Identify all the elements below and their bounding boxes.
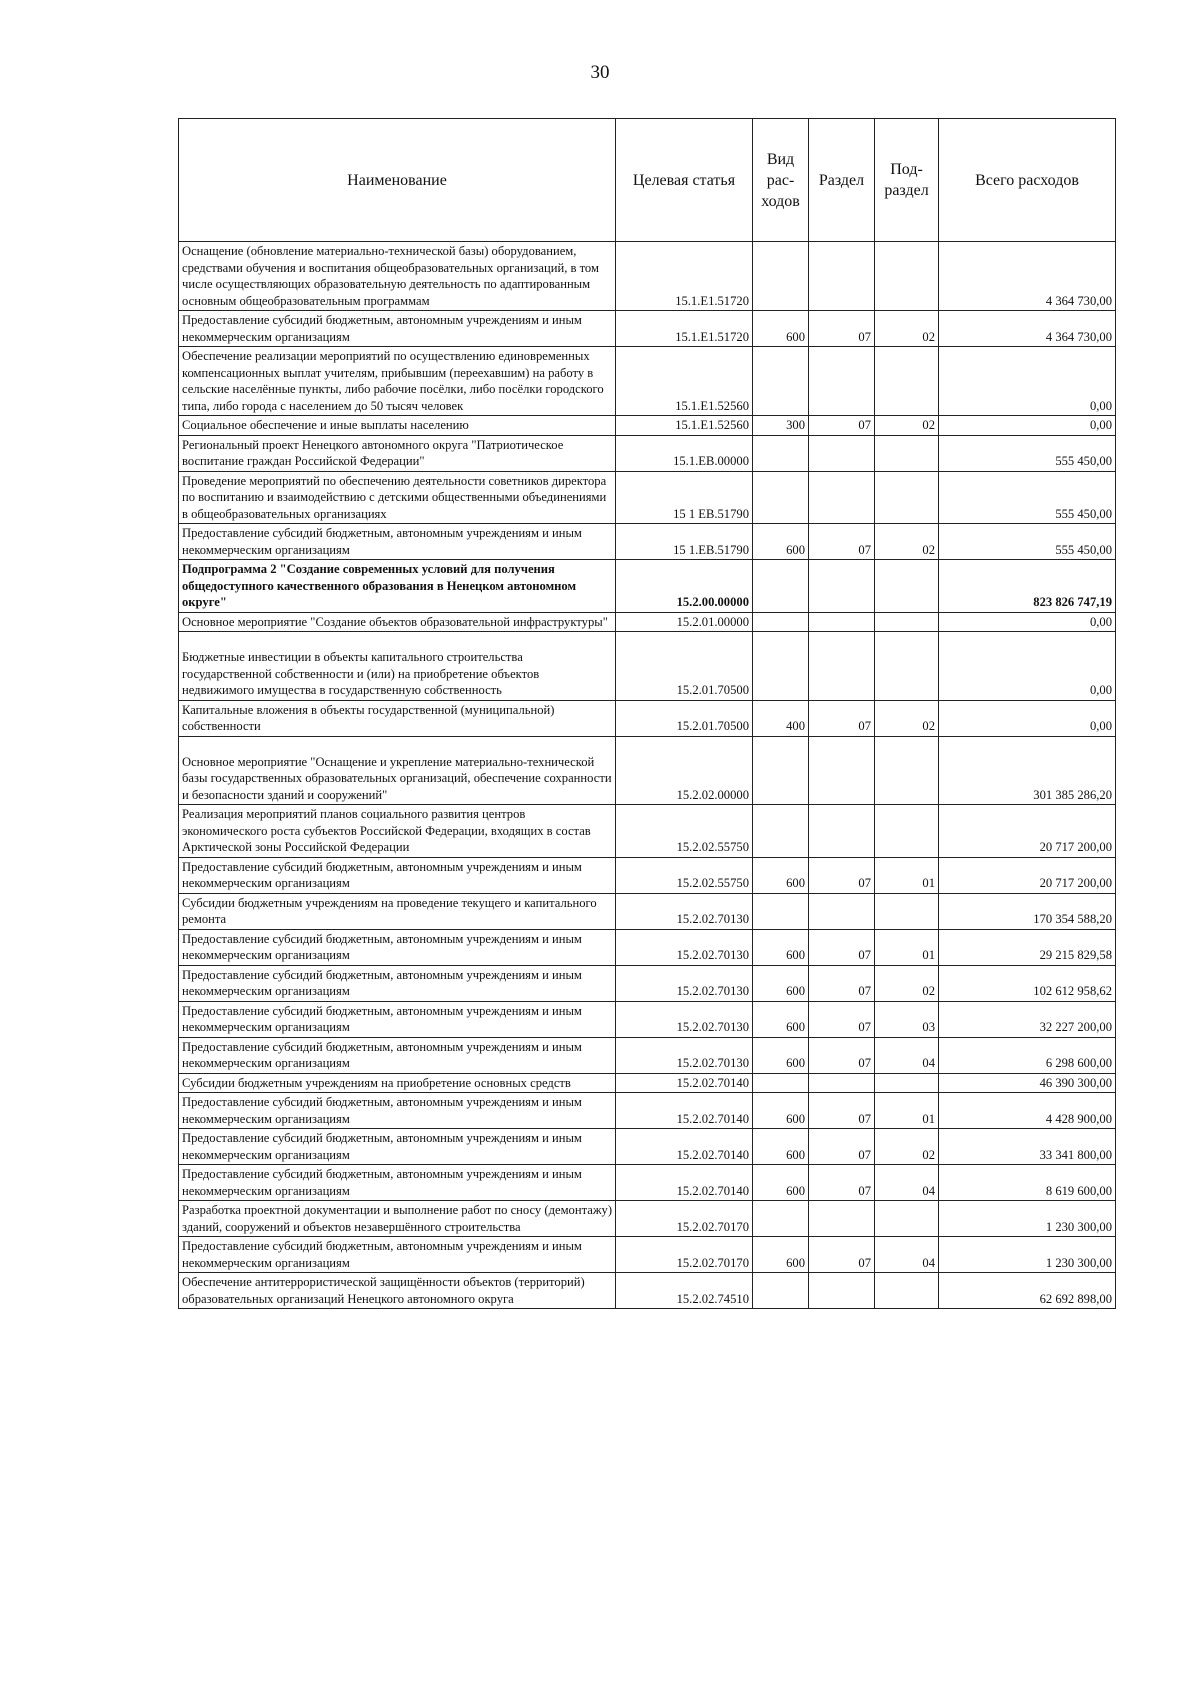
row-section	[809, 612, 875, 632]
row-amount: 62 692 898,00	[939, 1273, 1116, 1309]
row-target-article: 15.1.EB.00000	[616, 435, 753, 471]
row-expense-type	[753, 632, 809, 701]
row-subsection	[875, 893, 939, 929]
row-name: Подпрограмма 2 "Создание современных условий для получения общедоступного качественного образования в Ненецком автономном округе"	[179, 560, 616, 613]
row-target-article: 15.2.02.70140	[616, 1165, 753, 1201]
row-section	[809, 1201, 875, 1237]
table-row	[179, 893, 1116, 929]
row-target-article: 15.2.02.70170	[616, 1237, 753, 1273]
row-section	[809, 893, 875, 929]
row-section: 07	[809, 965, 875, 1001]
row-subsection: 01	[875, 857, 939, 893]
row-amount: 555 450,00	[939, 524, 1116, 560]
row-subsection: 02	[875, 524, 939, 560]
table-row	[179, 1093, 1116, 1129]
row-target-article: 15 1.EB.51790	[616, 524, 753, 560]
row-name: Предоставление субсидий бюджетным, автономным учреждениям и иным некоммерческим организациям	[179, 929, 616, 965]
row-subsection: 02	[875, 1129, 939, 1165]
row-subsection	[875, 435, 939, 471]
row-amount: 6 298 600,00	[939, 1037, 1116, 1073]
row-expense-type	[753, 1273, 809, 1309]
row-expense-type	[753, 242, 809, 311]
row-section	[809, 560, 875, 613]
row-section	[809, 347, 875, 416]
table-row	[179, 560, 1116, 613]
table-row	[179, 805, 1116, 858]
row-subsection	[875, 242, 939, 311]
row-subsection: 03	[875, 1001, 939, 1037]
row-expense-type	[753, 347, 809, 416]
row-target-article: 15.2.02.70130	[616, 965, 753, 1001]
row-target-article: 15 1 EB.51790	[616, 471, 753, 524]
row-subsection	[875, 1201, 939, 1237]
row-section: 07	[809, 857, 875, 893]
row-amount: 20 717 200,00	[939, 857, 1116, 893]
row-expense-type	[753, 805, 809, 858]
table-row	[179, 965, 1116, 1001]
row-target-article: 15.2.02.70130	[616, 1037, 753, 1073]
row-amount: 555 450,00	[939, 435, 1116, 471]
row-expense-type: 600	[753, 1037, 809, 1073]
row-amount: 46 390 300,00	[939, 1073, 1116, 1093]
table-row	[179, 1129, 1116, 1165]
row-subsection: 02	[875, 311, 939, 347]
row-name: Предоставление субсидий бюджетным, автономным учреждениям и иным некоммерческим организациям	[179, 311, 616, 347]
row-target-article: 15.2.01.70500	[616, 700, 753, 736]
row-section	[809, 471, 875, 524]
row-amount: 20 717 200,00	[939, 805, 1116, 858]
row-amount: 1 230 300,00	[939, 1201, 1116, 1237]
table-row	[179, 1001, 1116, 1037]
row-target-article: 15.2.02.74510	[616, 1273, 753, 1309]
table-row	[179, 1201, 1116, 1237]
row-name: Основное мероприятие "Оснащение и укрепление материально-технической базы государственных образовательных организаций, обеспечение сохранности и безопасности зданий и сооружений"	[179, 736, 616, 805]
row-subsection: 02	[875, 416, 939, 436]
budget-table	[178, 118, 1116, 1309]
row-section	[809, 736, 875, 805]
row-amount: 33 341 800,00	[939, 1129, 1116, 1165]
table-row	[179, 1237, 1116, 1273]
row-expense-type: 600	[753, 857, 809, 893]
row-subsection	[875, 805, 939, 858]
row-name: Субсидии бюджетным учреждениям на приобретение основных средств	[179, 1073, 616, 1093]
row-subsection: 01	[875, 929, 939, 965]
row-subsection	[875, 471, 939, 524]
row-target-article: 15.2.02.70140	[616, 1093, 753, 1129]
row-amount: 32 227 200,00	[939, 1001, 1116, 1037]
row-expense-type	[753, 612, 809, 632]
row-target-article: 15.2.01.70500	[616, 632, 753, 701]
table-row	[179, 311, 1116, 347]
table-body	[179, 242, 1116, 1309]
row-amount: 0,00	[939, 416, 1116, 436]
row-target-article: 15.1.E1.52560	[616, 416, 753, 436]
row-amount: 4 364 730,00	[939, 242, 1116, 311]
row-target-article: 15.1.E1.51720	[616, 311, 753, 347]
row-subsection	[875, 632, 939, 701]
row-expense-type: 600	[753, 1093, 809, 1129]
row-name: Субсидии бюджетным учреждениям на проведение текущего и капитального ремонта	[179, 893, 616, 929]
row-expense-type: 600	[753, 1129, 809, 1165]
row-target-article: 15.1.E1.52560	[616, 347, 753, 416]
row-expense-type: 600	[753, 311, 809, 347]
row-subsection: 04	[875, 1165, 939, 1201]
header-subsection: Под-раздел	[875, 119, 939, 242]
row-amount: 0,00	[939, 612, 1116, 632]
row-target-article: 15.2.02.70140	[616, 1073, 753, 1093]
row-name: Предоставление субсидий бюджетным, автономным учреждениям и иным некоммерческим организациям	[179, 857, 616, 893]
row-name: Региональный проект Ненецкого автономного округа "Патриотическое воспитание граждан Российской Федерации"	[179, 435, 616, 471]
table-row	[179, 736, 1116, 805]
row-section: 07	[809, 929, 875, 965]
row-amount: 29 215 829,58	[939, 929, 1116, 965]
row-subsection: 04	[875, 1037, 939, 1073]
row-name: Социальное обеспечение и иные выплаты населению	[179, 416, 616, 436]
row-name: Обеспечение антитеррористической защищённости объектов (территорий) образовательных организаций Ненецкого автономного округа	[179, 1273, 616, 1309]
row-section: 07	[809, 1001, 875, 1037]
row-subsection	[875, 736, 939, 805]
row-section: 07	[809, 524, 875, 560]
row-target-article: 15.2.02.70170	[616, 1201, 753, 1237]
row-name: Разработка проектной документации и выполнение работ по сносу (демонтажу) зданий, сооружений и объектов незавершённого строительства	[179, 1201, 616, 1237]
row-section: 07	[809, 700, 875, 736]
row-expense-type	[753, 560, 809, 613]
row-section: 07	[809, 1093, 875, 1129]
row-name: Оснащение (обновление материально-технической базы) оборудованием, средствами обучения и воспитания общеобразовательных организаций, в том числе осуществляющих образовательную деятельность по адаптированным основным общеобразовательным программам	[179, 242, 616, 311]
header-total: Всего расходов	[939, 119, 1116, 242]
row-target-article: 15.2.02.55750	[616, 857, 753, 893]
row-name: Предоставление субсидий бюджетным, автономным учреждениям и иным некоммерческим организациям	[179, 1165, 616, 1201]
row-section: 07	[809, 1237, 875, 1273]
table-row	[179, 435, 1116, 471]
row-target-article: 15.2.02.70130	[616, 1001, 753, 1037]
row-expense-type: 600	[753, 1165, 809, 1201]
row-amount: 170 354 588,20	[939, 893, 1116, 929]
row-section	[809, 1273, 875, 1309]
row-section	[809, 1073, 875, 1093]
row-name: Проведение мероприятий по обеспечению деятельности советников директора по воспитанию и взаимодействию с детскими общественными объединениями в общеобразовательных организациях	[179, 471, 616, 524]
row-expense-type	[753, 471, 809, 524]
table-row	[179, 632, 1116, 701]
row-amount: 4 428 900,00	[939, 1093, 1116, 1129]
row-amount: 4 364 730,00	[939, 311, 1116, 347]
row-target-article: 15.2.02.00000	[616, 736, 753, 805]
row-amount: 8 619 600,00	[939, 1165, 1116, 1201]
row-subsection: 04	[875, 1237, 939, 1273]
row-amount: 555 450,00	[939, 471, 1116, 524]
row-amount: 0,00	[939, 347, 1116, 416]
row-amount: 1 230 300,00	[939, 1237, 1116, 1273]
table-row	[179, 471, 1116, 524]
row-target-article: 15.2.02.70140	[616, 1129, 753, 1165]
row-subsection	[875, 560, 939, 613]
row-name: Предоставление субсидий бюджетным, автономным учреждениям и иным некоммерческим организациям	[179, 1129, 616, 1165]
row-name: Предоставление субсидий бюджетным, автономным учреждениям и иным некоммерческим организациям	[179, 1093, 616, 1129]
row-expense-type: 300	[753, 416, 809, 436]
row-amount: 301 385 286,20	[939, 736, 1116, 805]
table-row	[179, 1273, 1116, 1309]
row-section: 07	[809, 311, 875, 347]
row-subsection	[875, 347, 939, 416]
row-section	[809, 805, 875, 858]
row-target-article: 15.2.02.55750	[616, 805, 753, 858]
table-row	[179, 857, 1116, 893]
row-amount: 823 826 747,19	[939, 560, 1116, 613]
row-section: 07	[809, 416, 875, 436]
row-expense-type	[753, 1201, 809, 1237]
row-target-article: 15.2.01.00000	[616, 612, 753, 632]
table-row	[179, 242, 1116, 311]
header-article: Целевая статья	[616, 119, 753, 242]
row-subsection: 01	[875, 1093, 939, 1129]
row-subsection	[875, 1073, 939, 1093]
row-expense-type: 600	[753, 524, 809, 560]
row-section: 07	[809, 1129, 875, 1165]
row-subsection	[875, 1273, 939, 1309]
row-expense-type: 600	[753, 929, 809, 965]
row-name: Предоставление субсидий бюджетным, автономным учреждениям и иным некоммерческим организациям	[179, 1237, 616, 1273]
table-row	[179, 700, 1116, 736]
table-row	[179, 1073, 1116, 1093]
row-target-article: 15.1.E1.51720	[616, 242, 753, 311]
row-expense-type: 600	[753, 965, 809, 1001]
header-section: Раздел	[809, 119, 875, 242]
row-amount: 0,00	[939, 632, 1116, 701]
page-number: 30	[590, 62, 610, 83]
row-name: Обеспечение реализации мероприятий по осуществлению единовременных компенсационных выплат учителям, прибывшим (переехавшим) на работу в сельские населённые пункты, либо рабочие посёлки, либо посёлки городского типа, либо города с населением до 50 тысяч человек	[179, 347, 616, 416]
row-section: 07	[809, 1037, 875, 1073]
row-section	[809, 632, 875, 701]
header-name: Наименование	[179, 119, 616, 242]
row-subsection: 02	[875, 965, 939, 1001]
row-target-article: 15.2.02.70130	[616, 893, 753, 929]
row-name: Предоставление субсидий бюджетным, автономным учреждениям и иным некоммерческим организациям	[179, 1037, 616, 1073]
row-name: Реализация мероприятий планов социального развития центров экономического роста субъектов Российской Федерации, входящих в состав Арктической зоны Российской Федерации	[179, 805, 616, 858]
table-row	[179, 416, 1116, 436]
row-section: 07	[809, 1165, 875, 1201]
row-amount: 0,00	[939, 700, 1116, 736]
row-amount: 102 612 958,62	[939, 965, 1116, 1001]
row-name: Основное мероприятие "Создание объектов образовательной инфраструктуры"	[179, 612, 616, 632]
table-row	[179, 1165, 1116, 1201]
row-subsection	[875, 612, 939, 632]
row-name: Предоставление субсидий бюджетным, автономным учреждениям и иным некоммерческим организациям	[179, 965, 616, 1001]
row-section	[809, 242, 875, 311]
row-expense-type	[753, 893, 809, 929]
row-name: Бюджетные инвестиции в объекты капитального строительства государственной собственности и (или) на приобретение объектов недвижимого имущества в государственную собственность	[179, 632, 616, 701]
row-name: Предоставление субсидий бюджетным, автономным учреждениям и иным некоммерческим организациям	[179, 524, 616, 560]
row-expense-type: 600	[753, 1237, 809, 1273]
row-expense-type	[753, 435, 809, 471]
header-type: Вид рас-ходов	[753, 119, 809, 242]
table-row	[179, 524, 1116, 560]
row-subsection: 02	[875, 700, 939, 736]
row-name: Капитальные вложения в объекты государственной (муниципальной) собственности	[179, 700, 616, 736]
row-section	[809, 435, 875, 471]
table-row	[179, 347, 1116, 416]
row-expense-type: 400	[753, 700, 809, 736]
row-target-article: 15.2.02.70130	[616, 929, 753, 965]
table-row	[179, 612, 1116, 632]
table-row	[179, 929, 1116, 965]
table-row	[179, 1037, 1116, 1073]
row-expense-type	[753, 736, 809, 805]
table-header-row	[179, 119, 1116, 242]
row-expense-type: 600	[753, 1001, 809, 1037]
row-target-article: 15.2.00.00000	[616, 560, 753, 613]
row-name: Предоставление субсидий бюджетным, автономным учреждениям и иным некоммерческим организациям	[179, 1001, 616, 1037]
row-expense-type	[753, 1073, 809, 1093]
